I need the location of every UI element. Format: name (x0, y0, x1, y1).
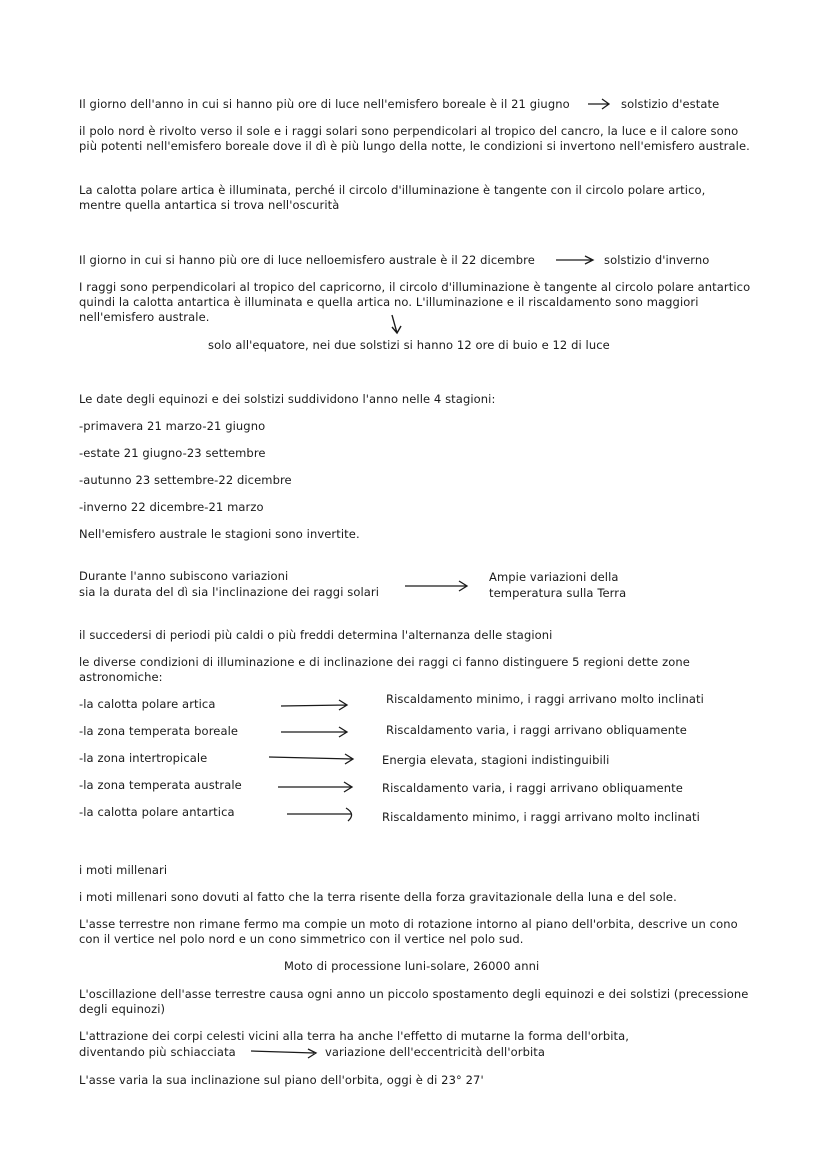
zone-description: Riscaldamento minimo, i raggi arrivano molto inclinati (382, 810, 700, 824)
arrow-icon (404, 578, 470, 594)
precession-label: Moto di processione luni-solare, 26000 anni (284, 959, 540, 973)
arrow-icon (280, 724, 350, 740)
season-item: -estate 21 giugno-23 settembre (79, 446, 266, 460)
summer-solstice-heading: Il giorno dell'anno in cui si hanno più ore di luce nell'emisfero boreale è il 21 giugno (79, 97, 570, 111)
arrow-icon (587, 97, 611, 111)
summer-solstice-result: solstizio d'estate (621, 97, 720, 111)
season-item: -autunno 23 settembre-22 dicembre (79, 473, 292, 487)
zone-name: -la zona temperata boreale (79, 724, 239, 738)
winter-solstice-result: solstizio d'inverno (604, 253, 710, 267)
zone-name: -la zona temperata australe (79, 778, 242, 792)
variations-left-line-1: Durante l'anno subiscono variazioni (79, 569, 289, 583)
arrow-icon (268, 750, 356, 766)
moti-paragraph-4-line-1: L'attrazione dei corpi celesti vicini alla terra ha anche l'effetto di mutarne la forma dell'orbita, (79, 1029, 630, 1043)
arrow-icon (277, 779, 355, 795)
zone-description: Riscaldamento varia, i raggi arrivano obliquamente (382, 781, 683, 795)
seasons-intro: Le date degli equinozi e dei solstizi suddividono l'anno nelle 4 stagioni: (79, 392, 496, 406)
season-item: -primavera 21 marzo-21 giugno (79, 419, 266, 433)
seasons-alternation: il succedersi di periodi più caldi o più freddi determina l'alternanza delle stagioni (79, 628, 553, 642)
arrow-icon (555, 253, 595, 267)
seasons-note: Nell'emisfero australe le stagioni sono invertite. (79, 527, 360, 541)
moti-paragraph-3: L'oscillazione dell'asse terrestre causa ogni anno un piccolo spostamento degli equinozi e dei solstizi (precessione degli equinozi) (79, 987, 749, 1016)
moti-paragraph-5: L'asse varia la sua inclinazione sul piano dell'orbita, oggi è di 23° 27' (79, 1073, 484, 1087)
zone-name: -la zona intertropicale (79, 751, 208, 765)
variations-left-line-2: sia la durata del dì sia l'inclinazione dei raggi solari (79, 585, 380, 599)
zones-intro: le diverse condizioni di illuminazione e di inclinazione dei raggi ci fanno distinguere 5 regioni dette zone astronomiche: (79, 655, 690, 684)
zone-description: Riscaldamento varia, i raggi arrivano obliquamente (386, 723, 687, 737)
arrow-icon (286, 806, 358, 826)
equator-note: solo all'equatore, nei due solstizi si hanno 12 ore di buio e 12 di luce (208, 338, 610, 352)
eccentricity-result: variazione dell'eccentricità dell'orbita (325, 1045, 546, 1059)
zone-description: Energia elevata, stagioni indistinguibili (382, 753, 610, 767)
zone-description: Riscaldamento minimo, i raggi arrivano molto inclinati (386, 692, 704, 706)
summer-solstice-paragraph-2: La calotta polare artica è illuminata, perché il circolo d'illuminazione è tangente con il circolo polare artico, mentre quella antartica si trova nell'oscurità (79, 183, 706, 212)
down-arrow-icon (388, 313, 404, 335)
zone-name: -la calotta polare artica (79, 697, 216, 711)
moti-paragraph-4-line-2: diventando più schiacciata (79, 1045, 236, 1059)
summer-solstice-paragraph-1: il polo nord è rivolto verso il sole e i raggi solari sono perpendicolari al tropico del cancro, la luce e il calore sono più potenti nell'emisfero boreale dove il dì è più lungo della notte, le condizioni si invertono nell'emisfero australe. (79, 124, 750, 153)
moti-heading: i moti millenari (79, 863, 168, 877)
season-item: -inverno 22 dicembre-21 marzo (79, 500, 264, 514)
variations-right-line-1: Ampie variazioni della (489, 570, 619, 584)
arrow-icon (250, 1045, 320, 1061)
variations-right-line-2: temperatura sulla Terra (489, 586, 627, 600)
zone-name: -la calotta polare antartica (79, 805, 235, 819)
winter-solstice-paragraph-1: I raggi sono perpendicolari al tropico del capricorno, il circolo d'illuminazione è tangente al circolo polare antartico quindi la calotta antartica è illuminata e quella artica no. L'illuminazione e il riscaldamento sono maggiori nell'emisfero australe. (79, 280, 751, 324)
winter-solstice-heading: Il giorno in cui si hanno più ore di luce nelloemisfero australe è il 22 dicembre (79, 253, 535, 267)
arrow-icon (280, 697, 350, 713)
moti-paragraph-1: i moti millenari sono dovuti al fatto che la terra risente della forza gravitazionale della luna e del sole. (79, 890, 677, 904)
moti-paragraph-2: L'asse terrestre non rimane fermo ma compie un moto di rotazione intorno al piano dell'orbita, descrive un cono con il vertice nel polo nord e un cono simmetrico con il vertice nel polo sud. (79, 917, 738, 946)
